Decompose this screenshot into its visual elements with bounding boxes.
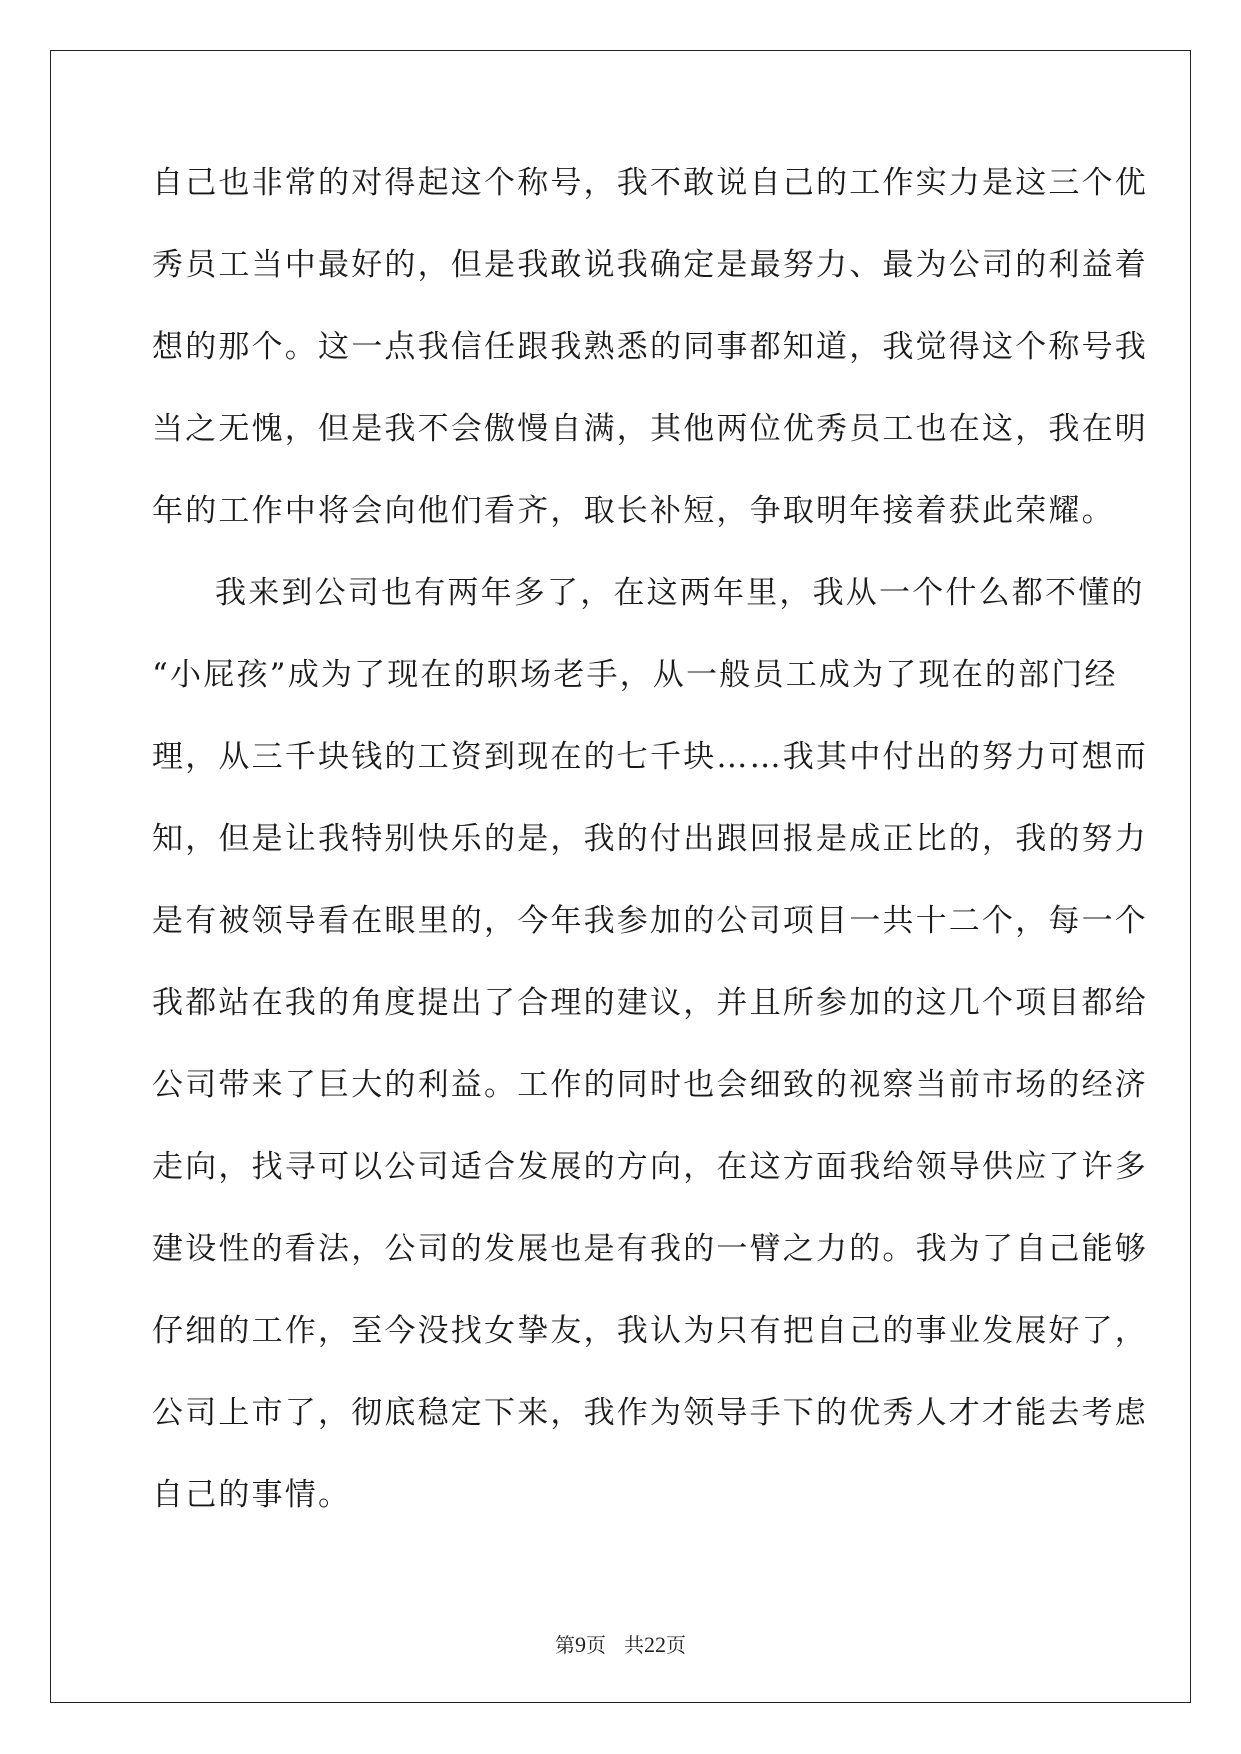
text-line: 年的工作中将会向他们看齐，取长补短，争取明年接着获此荣耀。 bbox=[152, 493, 1115, 529]
text-line: 公司带来了巨大的利益。工作的同时也会细致的视察当前市场的经济 bbox=[152, 1067, 1148, 1103]
page-number: 9 bbox=[575, 1632, 586, 1657]
total-pages: 22 bbox=[644, 1632, 666, 1657]
text-line: 理，从三千块钱的工资到现在的七千块……我其中付出的努力可想而 bbox=[152, 739, 1148, 775]
text-line: 是有被领导看在眼里的，今年我参加的公司项目一共十二个，每一个 bbox=[152, 903, 1148, 939]
text-line: 我来到公司也有两年多了，在这两年里，我从一个什么都不懂的 bbox=[215, 575, 1145, 611]
text-line: 建设性的看法，公司的发展也是有我的一臂之力的。我为了自己能够 bbox=[152, 1231, 1148, 1267]
text-line: 当之无愧，但是我不会傲慢自满，其他两位优秀员工也在这，我在明 bbox=[152, 411, 1148, 447]
document-body bbox=[152, 162, 1148, 1556]
total-prefix: 共 bbox=[624, 1633, 644, 1657]
total-suffix: 页 bbox=[666, 1633, 686, 1657]
text-line: 仔细的工作，至今没找女挚友，我认为只有把自己的事业发展好了， bbox=[152, 1313, 1148, 1349]
text-line: 公司上市了，彻底稳定下来，我作为领导手下的优秀人才才能去考虑 bbox=[152, 1395, 1148, 1431]
text-line: 自己也非常的对得起这个称号，我不敢说自己的工作实力是这三个优 bbox=[152, 165, 1148, 201]
text-line: 走向，找寻可以公司适合发展的方向，在这方面我给领导供应了许多 bbox=[152, 1149, 1148, 1185]
text-line: 我都站在我的角度提出了合理的建议，并且所参加的这几个项目都给 bbox=[152, 985, 1148, 1021]
text-line: 想的那个。这一点我信任跟我熟悉的同事都知道，我觉得这个称号我 bbox=[152, 329, 1148, 365]
text-line: “小屁孩”成为了现在的职场老手，从一般员工成为了现在的部门经 bbox=[152, 657, 1118, 693]
text-line: 知，但是让我特别快乐的是，我的付出跟回报是成正比的，我的努力 bbox=[152, 821, 1148, 857]
text-line: 秀员工当中最好的，但是我敢说我确定是最努力、最为公司的利益着 bbox=[152, 247, 1148, 283]
page-prefix: 第 bbox=[555, 1633, 575, 1657]
page-suffix: 页 bbox=[586, 1633, 606, 1657]
page-footer bbox=[0, 1633, 1241, 1657]
text-line: 自己的事情。 bbox=[152, 1477, 352, 1513]
